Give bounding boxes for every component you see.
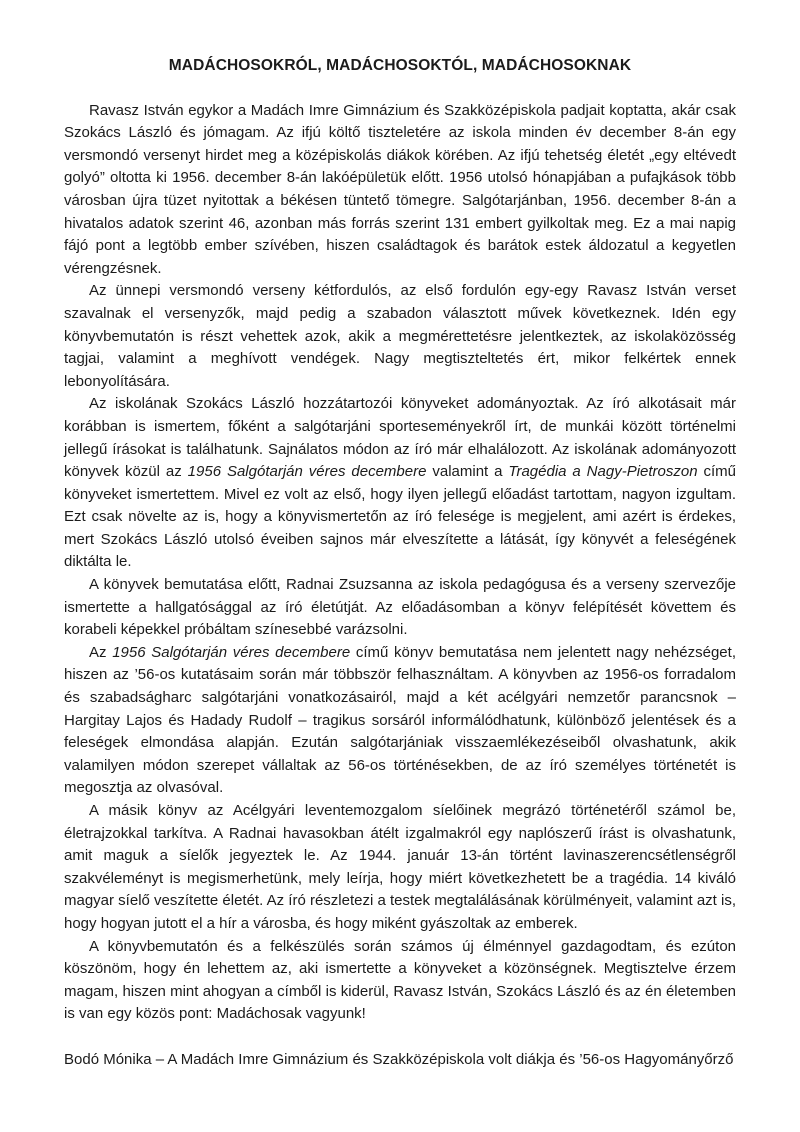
text-run: című könyv bemutatása nem jelentett nagy nehézséget, hiszen az ’56-os kutatásaim során már többször felhasználtam. A könyvben az 1956-os forradalom és szabadságharc salgótarjáni vonatkozásairól, majd a két acélgyári nemzetőr parancsnok – Hargitay Lajos és Hadady Rudolf – tragikus sorsáról informálódhatunk, különböző jelentések és a feleségek elmondása alapján. Ezután salgótarjániak visszaemlékezéseiből olvashatunk, akik valamilyen módon szerepet vállaltak az 56-os történésekben, de az író személyes történetét is megosztja az olvasóval.	[64, 643, 736, 797]
paragraph	[64, 100, 736, 281]
paragraph	[64, 642, 736, 800]
paragraph	[64, 393, 736, 574]
text-run: Az iskolának Szokács László hozzátartozói könyveket adományoztak. Az író alkotásait már korábban is ismertem, főként a salgótarjáni sporteseményekről írt, de munkái között történelmi jellegű írásokat is találhatunk. Sajnálatos módon az író már elhalálozott. Az iskolának adományozott könyvek közül az	[64, 395, 736, 481]
signature-line: Bodó Mónika – A Madách Imre Gimnázium és Szakközépiskola volt diákja és ’56-os Hagyományőrző	[64, 1050, 734, 1068]
paragraph	[64, 936, 736, 1026]
book-title-italic-run: 1956 Salgótarján véres decembere	[112, 643, 351, 661]
paragraph	[64, 574, 736, 642]
paragraph	[64, 280, 736, 393]
text-run: Ravasz István egykor a Madách Imre Gimnázium és Szakközépiskola padjait koptatta, akár csak Szokács László és jómagam. Az ifjú költő tiszteletére az iskola minden év december 8-án egy versmondó versenyt hirdet meg a középiskolás diákok körében. Az ifjú tehetség életét „egy eltévedt golyó” oltotta ki 1956. december 8-án lakóépületük előtt. 1956 utolsó hónapjában a pufajkások több városban újra tüzet nyitottak a békésen tüntető tömegre. Salgótarjánban, 1956. december 8-án a hivatalos adatok szerint 46, azonban más forrás szerint 131 embert gyilkoltak meg. Ez a mai napig fájó pont a legtöbb ember szívében, hiszen családtagok és barátok estek áldozatul a kegyetlen vérengzésnek.	[64, 101, 736, 277]
text-run: című könyveket ismertettem. Mivel ez volt az első, hogy ilyen jellegű előadást tartottam, nagyon izgultam. Ezt csak növelte az is, hogy a könyvismertetőn az író felesége is megjelent, ami azért is érdekes, mert Szokács László utolsó éveiben sajnos már elveszítette a látását, így könyvét a feleségének diktálta le.	[64, 463, 737, 571]
book-title-italic-run: 1956 Salgótarján véres decembere	[187, 463, 427, 481]
text-run: A könyvbemutatón és a felkészülés során számos új élménnyel gazdagodtam, és ezúton köszönöm, hogy én lehettem az, aki ismertette a könyveket a közönségnek. Megtisztelve érzem magam, hiszen mint ahogyan a címből is kiderül, Ravasz István, Szokács László és az én életemben is van egy közös pont: Madáchosak vagyunk!	[64, 937, 736, 1023]
text-run: valamint a	[426, 463, 509, 481]
text-run: Az ünnepi versmondó verseny kétfordulós, az első fordulón egy-egy Ravasz István verset szavalnak el versenyzők, majd pedig a szabadon választott művek következnek. Idén egy könyvbemutatón is részt vehettek azok, akik a megmérettetésre jelentkeztek, az iskolaközösség tagjai, valamint a meghívott vendégek. Nagy megtiszteltetés ért, mikor felkértek ennek lebonyolítására.	[64, 282, 736, 390]
document-body	[64, 100, 736, 1026]
text-run: A másik könyv az Acélgyári leventemozgalom síelőinek megrázó történetéről számol be, életrajzokkal tarkítva. A Radnai havasokban átélt izgalmakról egy naplószerű írást is olvashatunk, amit maguk a síelők jegyeztek le. Az 1944. január 13-án történt lavinaszerencsétlenségről szakvéleményt is megismerhetünk, mely leírja, hogy miért következhetett be a tragédia. 14 kiváló magyar síelő veszítette életét. Az író részletezi a testek megtalálásának körülményeit, valamint azt is, hogy hogyan jutott el a hír a városba, és hogy miként gyászoltak az emberek.	[64, 802, 736, 932]
book-title-italic-run: Tragédia a Nagy-Pietroszon	[508, 463, 698, 481]
text-run: A könyvek bemutatása előtt, Radnai Zsuzsanna az iskola pedagógusa és a verseny szervezője ismertette a hallgatósággal az író életútját. Az előadásomban a könyv felépítését követtem és korabeli képekkel próbáltam színesebbé varázsolni.	[64, 576, 736, 639]
paragraph	[64, 800, 736, 936]
document-title: MADÁCHOSOKRÓL, MADÁCHOSOKTÓL, MADÁCHOSOKNAK	[168, 57, 632, 74]
text-run: Az	[89, 643, 113, 661]
